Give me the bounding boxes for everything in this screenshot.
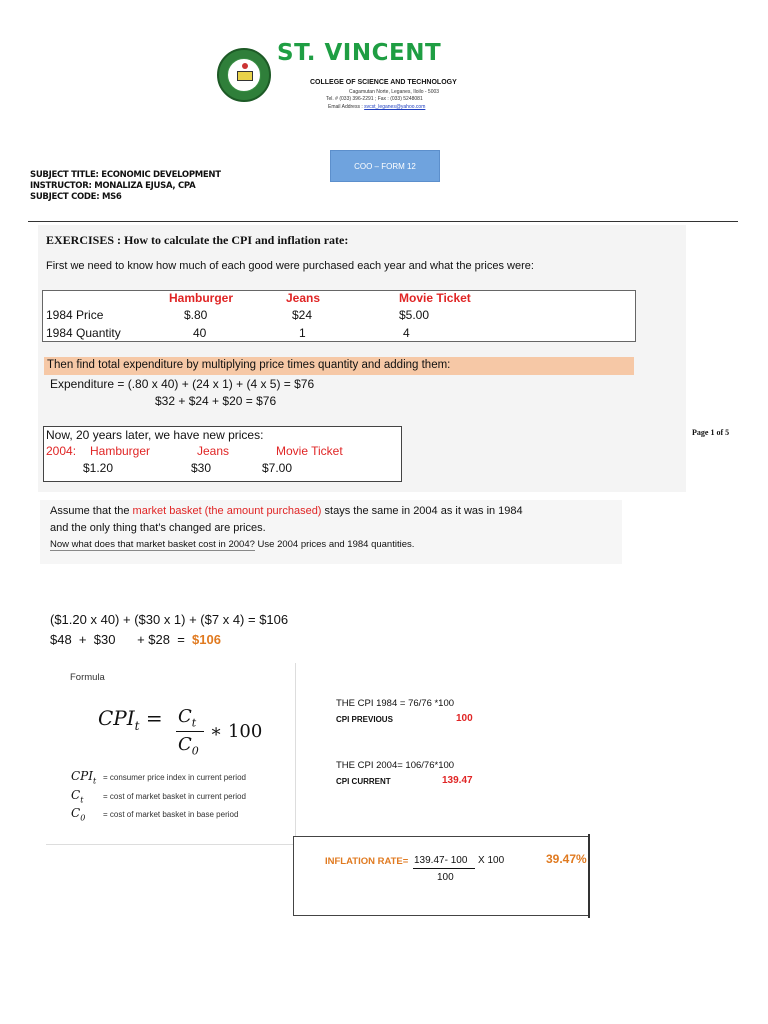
table-cell: $24 — [292, 308, 313, 322]
def-symbol: $C_0$ — [71, 806, 86, 823]
college-name: COLLEGE OF SCIENCE AND TECHNOLOGY — [310, 79, 457, 86]
table-cell: $5.00 — [399, 308, 430, 322]
cpi-current-label: CPI CURRENT — [336, 777, 391, 786]
address: Cagamutan Norte, Leganes, Iloilo - 5003 — [349, 89, 440, 95]
row-label: 1984 Price — [46, 308, 104, 322]
market-basket-term: market basket (the amount purchased) — [132, 505, 322, 517]
subject-code: SUBJECT CODE: MS6 — [30, 192, 122, 202]
def-text: = cost of market basket in base period — [103, 810, 239, 819]
basket-question: Now what does that market basket cost in 2004? Use 2004 prices and 1984 quantities. — [50, 539, 415, 550]
college-logo — [217, 48, 271, 102]
price-table — [42, 290, 636, 342]
formula-numerator: $C_t$ — [178, 706, 197, 730]
inflation-multiplier: X 100 — [478, 855, 505, 866]
def-symbol: $CPI_t$ — [71, 769, 97, 786]
def-symbol: $C_t$ — [71, 788, 84, 805]
email-label: Email Address : — [328, 104, 363, 110]
formula-lhs: $CPI_t$ = — [98, 706, 163, 733]
logo-seal-icon — [227, 58, 261, 92]
inflation-box-edge — [588, 834, 590, 918]
inflation-label: INFLATION RATE= — [325, 856, 409, 867]
table-cell: 40 — [193, 326, 207, 340]
table-header: Jeans — [286, 291, 321, 305]
cpi-previous-value: 100 — [456, 713, 473, 724]
page-number: Page 1 of 5 — [692, 428, 730, 437]
row-label: 1984 Quantity — [46, 326, 121, 340]
year-label: 2004: — [46, 444, 77, 458]
table-cell: $.80 — [184, 308, 208, 322]
basket-line: and the only thing that’s changed are prices. — [50, 522, 266, 534]
expenditure-line: Expenditure = (.80 x 40) + (24 x 1) + (4 x 5) = $76 — [50, 377, 315, 391]
exercise-heading: EXERCISES : How to calculate the CPI and inflation rate: — [46, 233, 349, 247]
basket-line: Assume that the market basket (the amount purchased) stays the same in 2004 as it was in 1984 — [50, 505, 523, 517]
fraction-bar — [176, 731, 204, 732]
formula-denominator: $C_0$ — [178, 734, 199, 758]
email-link[interactable]: svcst_leganes@yahoo.com — [364, 104, 426, 110]
inflation-result: 39.47% — [546, 852, 587, 866]
exercise-intro: First we need to know how much of each good were purchased each year and what the prices were: — [46, 260, 534, 272]
table-header: Movie Ticket — [399, 291, 471, 305]
fraction-bar — [413, 868, 475, 869]
expenditure-line: $32 + $24 + $20 = $76 — [155, 394, 277, 408]
def-text: = consumer price index in current period — [103, 773, 246, 782]
new-value: $1.20 — [83, 461, 114, 475]
new-value: $7.00 — [262, 461, 293, 475]
formula-label: Formula — [70, 672, 105, 683]
divider — [28, 221, 738, 222]
email-row — [328, 104, 425, 110]
new-header: Movie Ticket — [276, 444, 343, 458]
formula-multiplier: ∗ 100 — [210, 721, 263, 742]
book-icon — [237, 71, 253, 81]
table-header: Hamburger — [169, 291, 234, 305]
subject-title: SUBJECT TITLE: ECONOMIC DEVELOPMENT — [30, 170, 221, 180]
inflation-denominator: 100 — [437, 872, 454, 883]
phone: Tel. # (033) 396-2291 ; Fax : (033) 5248081 — [326, 96, 423, 102]
table-cell: 4 — [403, 326, 410, 340]
new-prices-heading: Now, 20 years later, we have new prices: — [46, 428, 264, 442]
cost-sum: $48 + $30 + $28 = $106 — [50, 632, 221, 647]
instructor: INSTRUCTOR: MONALIZA EJUSA, CPA — [30, 181, 196, 191]
cost-result: $106 — [192, 632, 221, 647]
def-text: = cost of market basket in current period — [103, 792, 246, 801]
new-header: Hamburger — [90, 444, 151, 458]
cpi-current-value: 139.47 — [442, 775, 473, 786]
form-label-button[interactable]: COO – FORM 12 — [330, 150, 440, 182]
cost-calc: ($1.20 x 40) + ($30 x 1) + ($7 x 4) = $106 — [50, 612, 289, 627]
new-value: $30 — [191, 461, 212, 475]
inflation-numerator: 139.47- 100 — [414, 855, 468, 866]
school-title: ST. VINCENT — [277, 40, 442, 66]
cpi-1984: THE CPI 1984 = 76/76 *100 — [336, 698, 455, 709]
cpi-previous-label: CPI PREVIOUS — [336, 715, 393, 724]
table-cell: 1 — [299, 326, 306, 340]
expenditure-heading: Then find total expenditure by multiplying price times quantity and adding them: — [47, 359, 451, 371]
new-header: Jeans — [197, 444, 230, 458]
cpi-2004: THE CPI 2004= 106/76*100 — [336, 760, 455, 771]
